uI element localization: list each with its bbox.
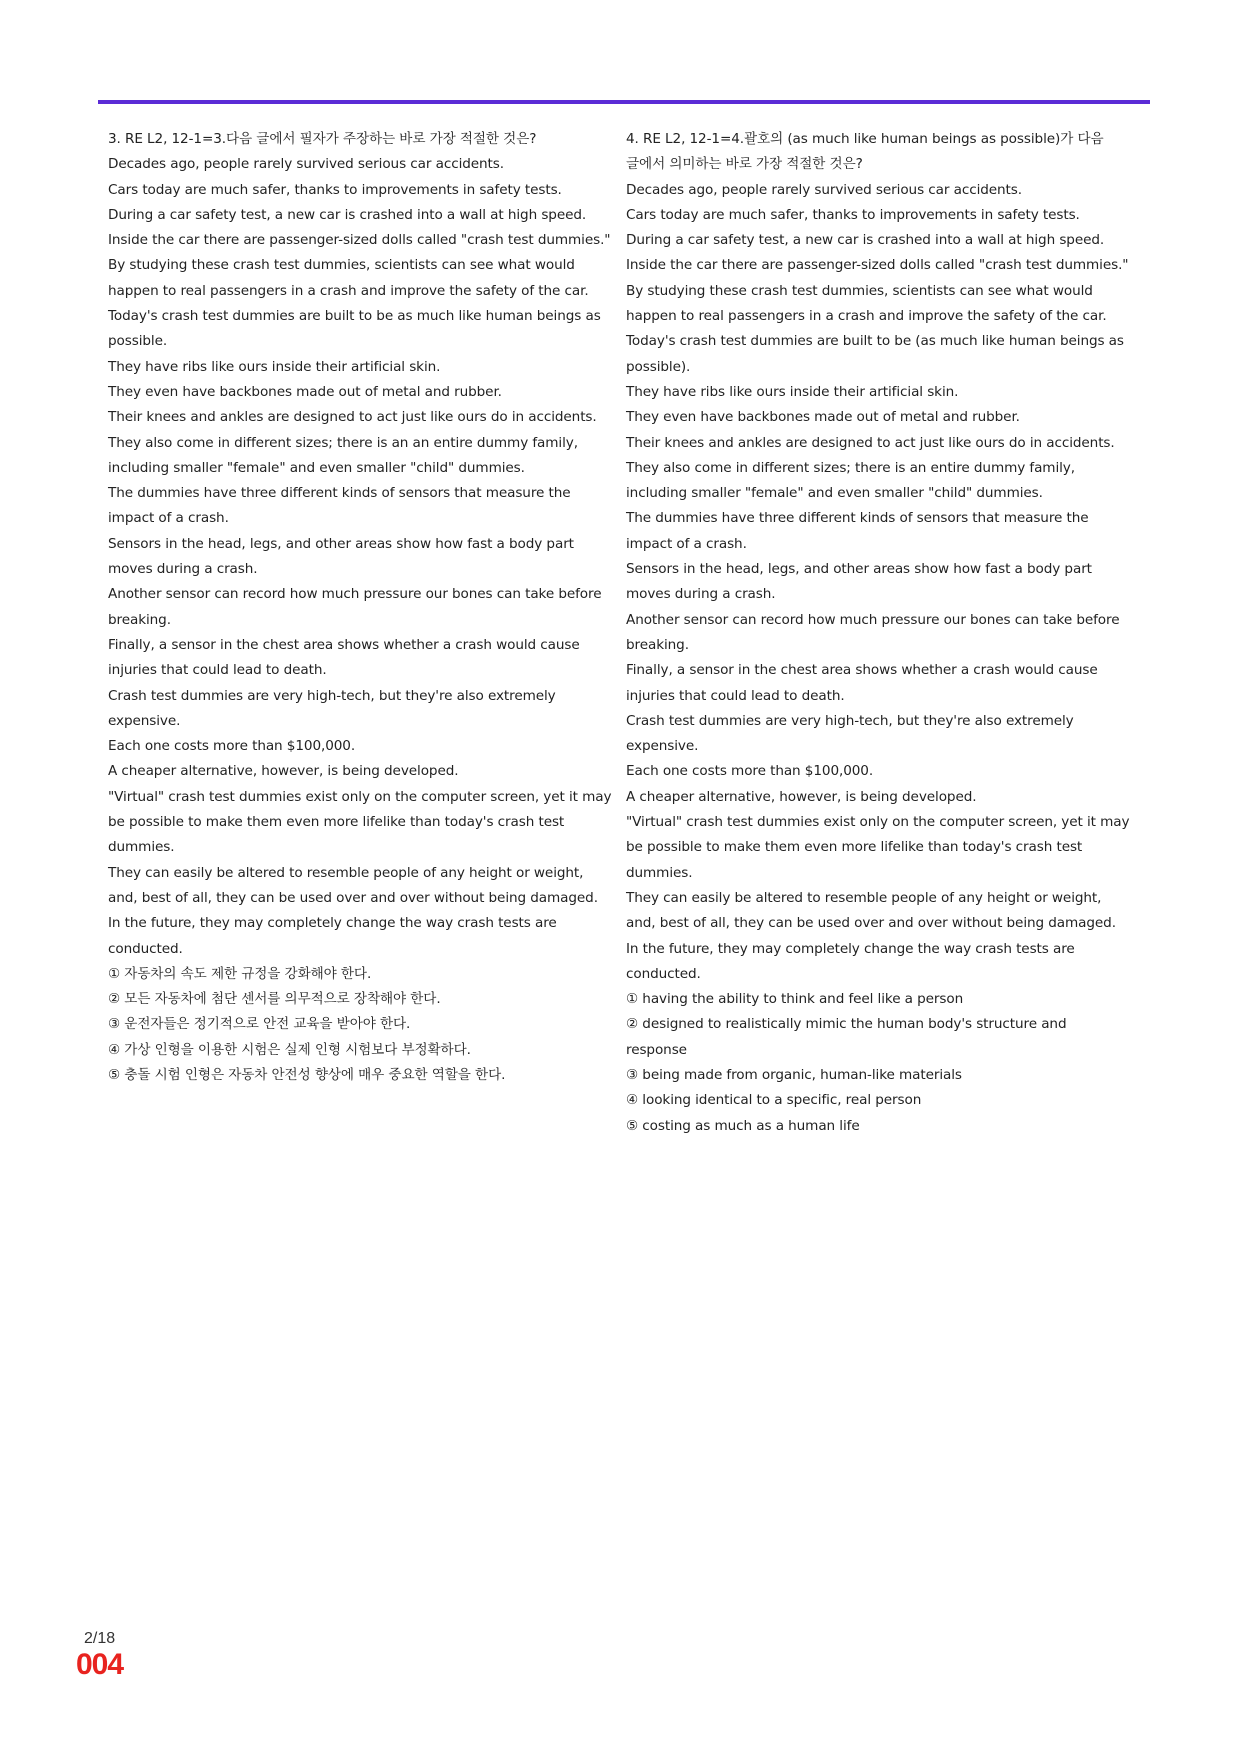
text-line: impact of a crash. xyxy=(108,510,229,527)
text-line: Another sensor can record how much pressure our bones can take before xyxy=(626,611,1120,628)
text-line: In the future, they may completely change the way crash tests are xyxy=(108,915,557,932)
text-line: 4. RE L2, 12-1=4.괄호의 (as much like human beings as possible)가 다음 xyxy=(626,131,1104,147)
text-line: By studying these crash test dummies, scientists can see what would xyxy=(626,282,1093,299)
text-line: possible). xyxy=(626,358,691,375)
text-line: dummies. xyxy=(108,839,175,856)
text-line: Each one costs more than $100,000. xyxy=(108,738,356,755)
text-line: moves during a crash. xyxy=(626,586,776,603)
text-line: Crash test dummies are very high-tech, but they're also extremely xyxy=(626,712,1074,729)
text-line: happen to real passengers in a crash and improve the safety of the car. xyxy=(626,308,1107,325)
text-line: Today's crash test dummies are built to be (as much like human beings as xyxy=(626,333,1124,350)
text-line: Each one costs more than $100,000. xyxy=(626,763,874,780)
text-line: Today's crash test dummies are built to be as much like human beings as xyxy=(108,308,601,325)
text-line: Cars today are much safer, thanks to improvements in safety tests. xyxy=(626,206,1080,223)
text-line: Finally, a sensor in the chest area shows whether a crash would cause xyxy=(108,636,580,653)
text-line: injuries that could lead to death. xyxy=(626,687,845,704)
text-line: Inside the car there are passenger-sized dolls called "crash test dummies." xyxy=(626,257,1129,274)
question-4-column xyxy=(626,127,1130,1139)
text-line: Sensors in the head, legs, and other areas show how fast a body part xyxy=(108,535,574,552)
page-number: 2/18 xyxy=(84,1630,116,1647)
text-line: ④ looking identical to a specific, real person xyxy=(626,1092,922,1109)
text-line: Cars today are much safer, thanks to improvements in safety tests. xyxy=(108,181,562,198)
text-line: ③ 운전자들은 정기적으로 안전 교육을 받아야 한다. xyxy=(108,1016,411,1033)
text-line: By studying these crash test dummies, scientists can see what would xyxy=(108,257,575,274)
text-line: A cheaper alternative, however, is being developed. xyxy=(626,788,977,805)
text-line: During a car safety test, a new car is crashed into a wall at high speed. xyxy=(626,232,1105,249)
text-line: ③ being made from organic, human-like materials xyxy=(626,1066,962,1083)
text-line: possible. xyxy=(108,333,168,350)
text-line: During a car safety test, a new car is crashed into a wall at high speed. xyxy=(108,206,587,223)
text-line: expensive. xyxy=(108,712,181,729)
text-line: Decades ago, people rarely survived serious car accidents. xyxy=(108,156,504,173)
text-line: happen to real passengers in a crash and improve the safety of the car. xyxy=(108,282,589,299)
text-line: dummies. xyxy=(626,864,693,881)
page-code: 004 xyxy=(76,1648,124,1681)
text-line: including smaller "female" and even smaller "child" dummies. xyxy=(108,459,525,476)
text-line: The dummies have three different kinds of sensors that measure the xyxy=(108,485,571,502)
text-line: breaking. xyxy=(108,611,171,628)
text-line: 3. RE L2, 12-1=3.다음 글에서 필자가 주장하는 바로 가장 적절한 것은? xyxy=(108,131,537,147)
text-line: Inside the car there are passenger-sized dolls called "crash test dummies." xyxy=(108,232,611,249)
text-line: impact of a crash. xyxy=(626,535,747,552)
text-line: The dummies have three different kinds of sensors that measure the xyxy=(626,510,1089,527)
text-line: ④ 가상 인형을 이용한 시험은 실제 인형 시험보다 부정확하다. xyxy=(108,1041,471,1058)
text-line: injuries that could lead to death. xyxy=(108,662,327,679)
text-line: conducted. xyxy=(626,965,701,982)
text-line: breaking. xyxy=(626,636,689,653)
text-line: Another sensor can record how much pressure our bones can take before xyxy=(108,586,602,603)
text-line: ⑤ 충돌 시험 인형은 자동차 안전성 향상에 매우 중요한 역할을 한다. xyxy=(108,1066,506,1083)
text-line: Finally, a sensor in the chest area shows whether a crash would cause xyxy=(626,662,1098,679)
text-line: and, best of all, they can be used over and over without being damaged. xyxy=(108,889,598,906)
question-3-column xyxy=(108,127,618,1088)
text-line: A cheaper alternative, however, is being developed. xyxy=(108,763,459,780)
text-line: Crash test dummies are very high-tech, but they're also extremely xyxy=(108,687,556,704)
text-line: and, best of all, they can be used over and over without being damaged. xyxy=(626,915,1116,932)
text-line: including smaller "female" and even smaller "child" dummies. xyxy=(626,485,1043,502)
text-line: be possible to make them even more lifelike than today's crash test xyxy=(108,814,565,831)
text-line: "Virtual" crash test dummies exist only on the computer screen, yet it may xyxy=(108,788,612,805)
text-line: They also come in different sizes; there is an entire dummy family, xyxy=(626,459,1075,476)
text-line: moves during a crash. xyxy=(108,561,258,578)
text-line: ① 자동차의 속도 제한 규정을 강화해야 한다. xyxy=(108,965,372,982)
text-line: In the future, they may completely change the way crash tests are xyxy=(626,940,1075,957)
text-line: They also come in different sizes; there is an an entire dummy family, xyxy=(108,434,578,451)
text-line: They can easily be altered to resemble people of any height or weight, xyxy=(626,889,1102,906)
text-line: ② designed to realistically mimic the human body's structure and xyxy=(626,1016,1067,1033)
text-line: conducted. xyxy=(108,940,183,957)
text-line: Sensors in the head, legs, and other areas show how fast a body part xyxy=(626,561,1092,578)
text-line: They have ribs like ours inside their artificial skin. xyxy=(108,358,441,375)
text-line: Decades ago, people rarely survived serious car accidents. xyxy=(626,181,1022,198)
text-line: ① having the ability to think and feel like a person xyxy=(626,991,964,1008)
text-line: They even have backbones made out of metal and rubber. xyxy=(108,383,502,400)
text-line: 글에서 의미하는 바로 가장 적절한 것은? xyxy=(626,156,863,173)
text-line: They even have backbones made out of metal and rubber. xyxy=(626,409,1020,426)
text-line: "Virtual" crash test dummies exist only on the computer screen, yet it may xyxy=(626,814,1130,831)
text-line: ② 모든 자동차에 첨단 센서를 의무적으로 장착해야 한다. xyxy=(108,991,441,1008)
text-line: They have ribs like ours inside their artificial skin. xyxy=(626,383,959,400)
text-line: ⑤ costing as much as a human life xyxy=(626,1117,860,1134)
text-line: expensive. xyxy=(626,738,699,755)
text-line: Their knees and ankles are designed to act just like ours do in accidents. xyxy=(626,434,1115,451)
text-line: response xyxy=(626,1041,687,1058)
header-rule xyxy=(98,100,1150,104)
text-line: be possible to make them even more lifelike than today's crash test xyxy=(626,839,1083,856)
text-line: Their knees and ankles are designed to act just like ours do in accidents. xyxy=(108,409,597,426)
text-line: They can easily be altered to resemble people of any height or weight, xyxy=(108,864,584,881)
